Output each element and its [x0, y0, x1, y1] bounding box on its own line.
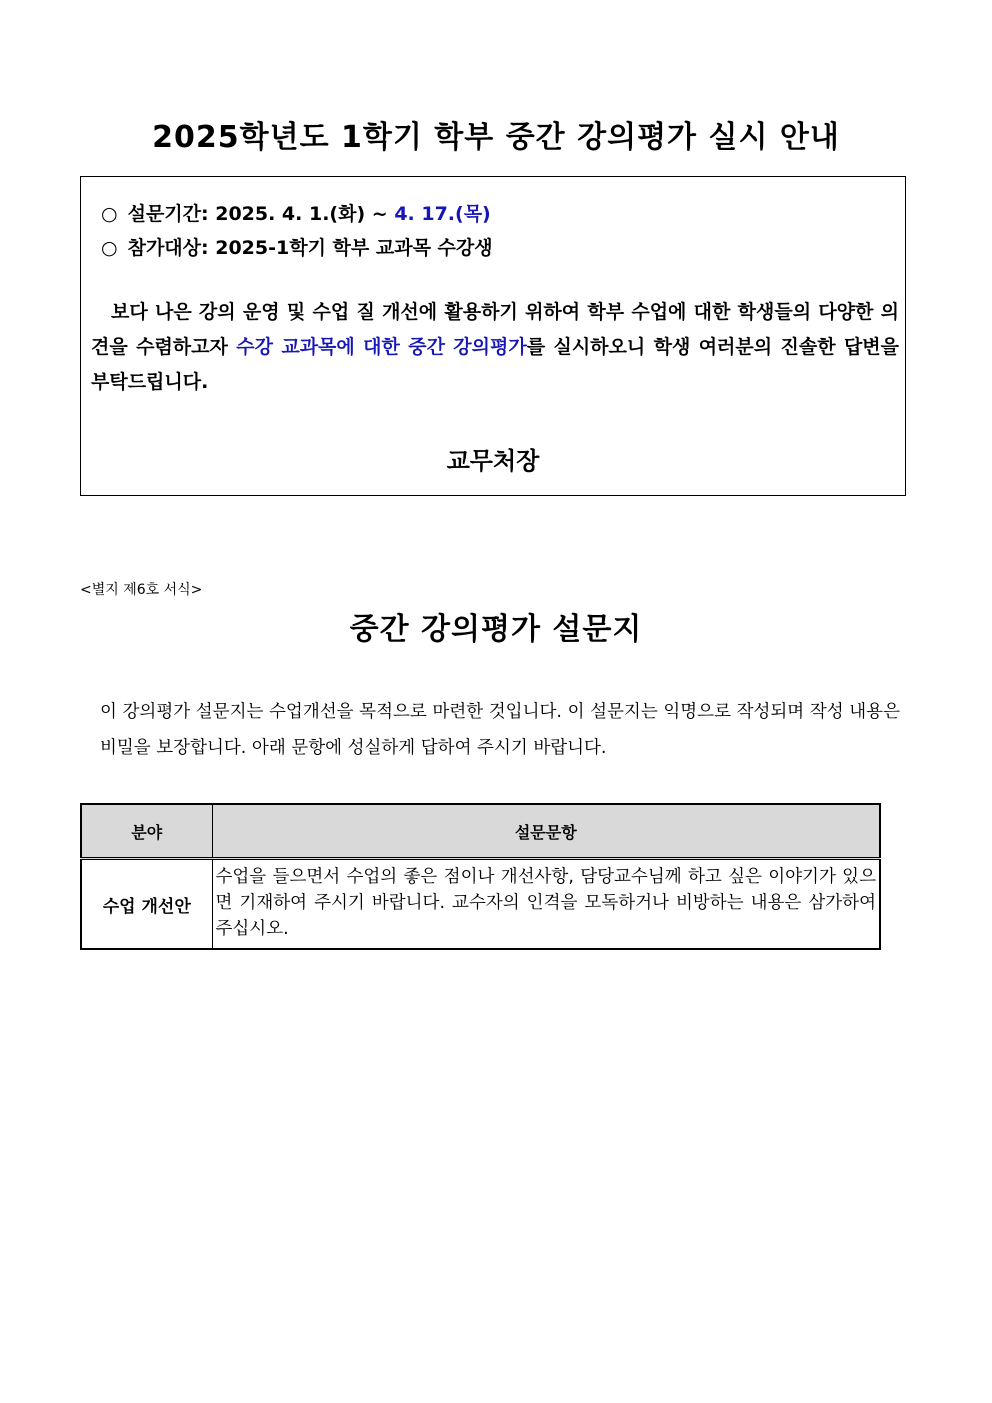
notice-paragraph-highlight: 수강 교과목에 대한 중간 강의평가: [236, 336, 527, 358]
notice-title: 2025학년도 1학기 학부 중간 강의평가 실시 안내: [152, 120, 840, 155]
survey-period-end: 4. 17.(목): [394, 203, 491, 225]
bullet-circle-icon: ○: [101, 237, 118, 259]
question-cell: 수업을 들으면서 수업의 좋은 점이나 개선사항, 담당교수님께 하고 싶은 이야기가 있으면 기재하여 주시기 바랍니다. 교수자의 인격을 모독하거나 비방하는 내용은 삼가하여 주십시오.: [212, 859, 880, 950]
notice-paragraph-part1: 보다 나은 강의 운영 및 수업 질 개선에 활용하기 위하여 학부 수업에 대한 학생들의 다양한 의견을 수렴하고자: [91, 301, 899, 358]
notice-paragraph: [91, 295, 899, 400]
notice-box: [80, 176, 906, 496]
notice-paragraph-part2: 를 실시하오니 학생 여러분의 진솔한 답변을 부탁드립니다.: [91, 336, 900, 393]
survey-intro: 이 강의평가 설문지는 수업개선을 목적으로 마련한 것입니다. 이 설문지는 익명으로 작성되며 작성 내용은 비밀을 보장합니다. 아래 문항에 성실하게 답하여 주시기 바랍니다.: [100, 702, 900, 758]
survey-title: 중간 강의평가 설문지: [349, 612, 643, 647]
bullet-circle-icon: ○: [101, 203, 118, 225]
survey-table: [80, 803, 881, 950]
form-label: <별지 제6호 서식>: [80, 582, 203, 598]
target-text: 참가대상: 2025-1학기 학부 교과목 수강생: [127, 237, 493, 259]
survey-period-line: [101, 199, 491, 226]
target-line: [101, 233, 493, 260]
header-field: 분야: [81, 804, 212, 859]
table-row: [81, 859, 880, 950]
field-cell: 수업 개선안: [81, 859, 212, 950]
survey-period-label: 설문기간: 2025. 4. 1.(화) ~: [127, 203, 395, 225]
header-question: 설문문항: [212, 804, 880, 859]
signer: 교무처장: [446, 447, 540, 475]
table-header-row: [81, 804, 880, 859]
